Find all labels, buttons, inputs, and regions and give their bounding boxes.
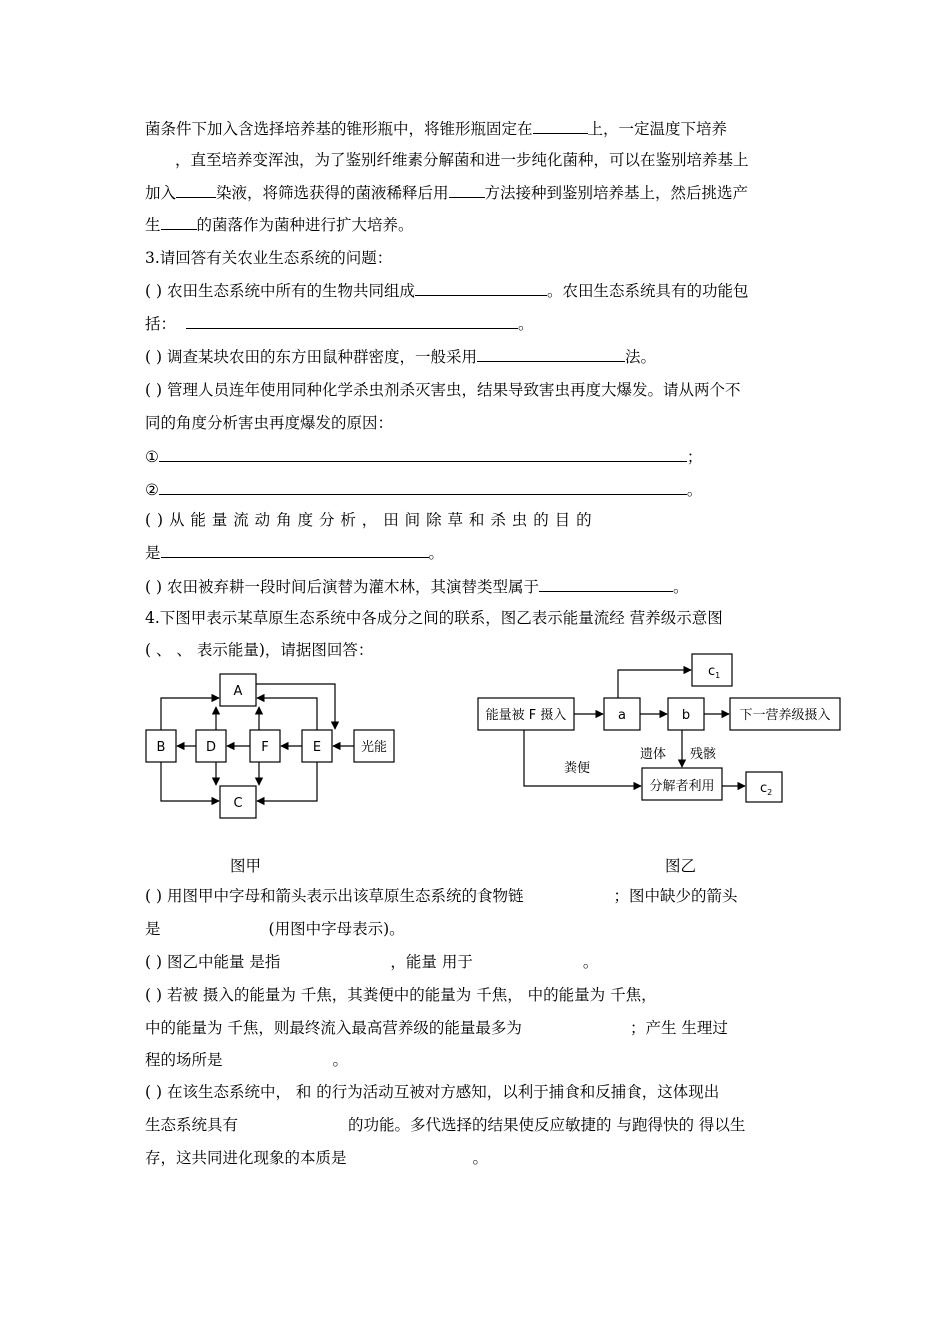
q3-title: 3.请回答有关农业生态系统的问题： <box>145 249 393 267</box>
q3-reason-2 <box>145 479 702 500</box>
q4-part3-line2 <box>145 1018 728 1038</box>
answer-blank[interactable] <box>186 313 518 329</box>
label-A: A <box>233 684 243 699</box>
answer-blank[interactable] <box>161 542 429 558</box>
q4-part1-line1 <box>145 886 737 906</box>
q4-part3-line3 <box>145 1050 348 1070</box>
label-a: a <box>618 708 626 723</box>
text: 是 <box>145 920 161 938</box>
text: 法。 <box>624 348 656 366</box>
text: ( ) 图乙中能量 是指 <box>145 953 281 971</box>
caption-yi: 图乙 <box>665 857 697 875</box>
answer-blank[interactable] <box>477 346 625 362</box>
text: 中的能量为 千焦，则最终流入最高营养级的能量最多为 <box>145 1019 522 1037</box>
intro-line-1 <box>145 118 727 139</box>
answer-blank[interactable] <box>176 182 216 198</box>
text: ( ) 农田生态系统中所有的生物共同组成 <box>145 282 415 300</box>
label-remains-1: 遗体 <box>640 747 667 762</box>
label-F: F <box>261 740 269 755</box>
label-c1: $c_1$ <box>708 664 721 680</box>
q4-part4-line3 <box>145 1148 488 1168</box>
intro-line-3 <box>145 182 748 203</box>
text: 括： <box>145 315 177 333</box>
q3-part3-line1: ( ) 管理人员连年使用同种化学杀虫剂杀灭害虫，结果导致害虫再度大爆发。请从两个不 <box>145 381 741 399</box>
q4-part4-line1: ( ) 在该生态系统中， 和 的行为活动互被对方感知，以利于捕食和反捕食，这体现出 <box>145 1083 720 1101</box>
q4-title-line2: ( 、 、 表示能量)，请据图回答： <box>145 641 374 659</box>
text: ( ) 农田被弃耕一段时间后演替为灌木林，其演替类型属于 <box>145 578 539 596</box>
label-c2: $c_2$ <box>760 781 773 797</box>
q3-part1-line1 <box>145 280 748 301</box>
text: 方法接种到鉴别培养基上，然后挑选产 <box>484 184 749 202</box>
text: 的功能。多代选择的结果使反应敏捷的 与跑得快的 得以生 <box>348 1116 746 1134</box>
label-next: 下一营养级摄入 <box>739 708 831 723</box>
answer-blank[interactable] <box>159 479 687 495</box>
text: 。 <box>518 315 534 333</box>
q3-reason-1 <box>145 446 702 467</box>
text: 。 <box>582 953 599 971</box>
q4-part4-line2 <box>145 1115 745 1135</box>
answer-blank[interactable] <box>533 118 588 134</box>
label-E: E <box>312 740 322 755</box>
answer-blank[interactable] <box>415 280 547 296</box>
text: 加入 <box>145 184 177 202</box>
text: 生态系统具有 <box>145 1116 239 1134</box>
text: ( ) 调查某块农田的东方田鼠种群密度，一般采用 <box>145 348 477 366</box>
text: ，直至培养变浑浊，为了鉴别纤维素分解菌和进一步纯化菌种，可以在鉴别培养基上 <box>175 151 749 169</box>
text: ( ) 用图甲中字母和箭头表示出该草原生态系统的食物链 <box>145 887 524 905</box>
diagram-jia <box>140 668 410 828</box>
q4-title-line1: 4.下图甲表示某草原生态系统中各成分之间的联系，图乙表示能量流经 营养级示意图 <box>145 609 723 627</box>
circled-number: ① <box>145 448 159 466</box>
label-decomp: 分解者利用 <box>649 779 715 794</box>
q3-part4-line2 <box>145 542 444 563</box>
q3-part4-line1: ( ) 从 能 量 流 动 角 度 分 析 ， 田 间 除 草 和 杀 虫 的 目 的 <box>145 511 593 529</box>
intro-line-2 <box>145 150 749 170</box>
q4-part3-line1: ( ) 若被 摄入的能量为 千焦，其粪便中的能量为 千焦， 中的能量为 千焦， <box>145 986 657 1004</box>
label-remains-2: 残骸 <box>690 747 717 762</box>
diagram-yi <box>476 652 846 808</box>
text: ，能量 用于 <box>390 953 473 971</box>
text: ；图中缺少的箭头 <box>613 887 738 905</box>
label-C: C <box>233 796 243 811</box>
text: (用图中字母表示)。 <box>268 920 405 938</box>
label-b: b <box>681 708 691 723</box>
answer-blank[interactable] <box>449 182 485 198</box>
text: 。农田生态系统具有的功能包 <box>546 282 749 300</box>
text: 是 <box>145 544 161 562</box>
text: 。 <box>472 1149 489 1167</box>
text: 菌条件下加入含选择培养基的锥形瓶中，将锥形瓶固定在 <box>145 120 533 138</box>
circled-number: ② <box>145 481 159 499</box>
label-dung: 粪便 <box>564 761 591 776</box>
text: 上，一定温度下培养 <box>587 120 728 138</box>
q3-part2 <box>145 346 656 367</box>
text: 存，这共同进化现象的本质是 <box>145 1149 347 1167</box>
q3-part3-line2: 同的角度分析害虫再度爆发的原因： <box>145 414 394 432</box>
text: 染液，将筛选获得的菌液稀释后用 <box>216 184 449 202</box>
text: ；产生 生理过 <box>629 1019 728 1037</box>
caption-jia: 图甲 <box>230 857 262 875</box>
text: 的菌落作为菌种进行扩大培养。 <box>196 216 414 234</box>
text: 生 <box>145 216 161 234</box>
text: 。 <box>332 1051 349 1069</box>
label-light: 光能 <box>360 740 388 755</box>
answer-blank[interactable] <box>159 446 687 462</box>
text: 程的场所是 <box>145 1051 223 1069</box>
text: 。 <box>672 578 689 596</box>
q3-part5 <box>145 576 688 597</box>
answer-blank[interactable] <box>539 576 673 592</box>
q4-part1-line2 <box>145 919 405 939</box>
label-D: D <box>205 740 217 755</box>
text: 。 <box>428 544 445 562</box>
q4-part2 <box>145 952 598 972</box>
q3-part1-line2 <box>145 313 534 334</box>
label-B: B <box>156 740 166 755</box>
text: 。 <box>686 481 703 499</box>
intro-line-4 <box>145 214 414 235</box>
answer-blank[interactable] <box>161 214 197 230</box>
text: ； <box>686 448 703 466</box>
label-start: 能量被 F 摄入 <box>485 708 567 723</box>
